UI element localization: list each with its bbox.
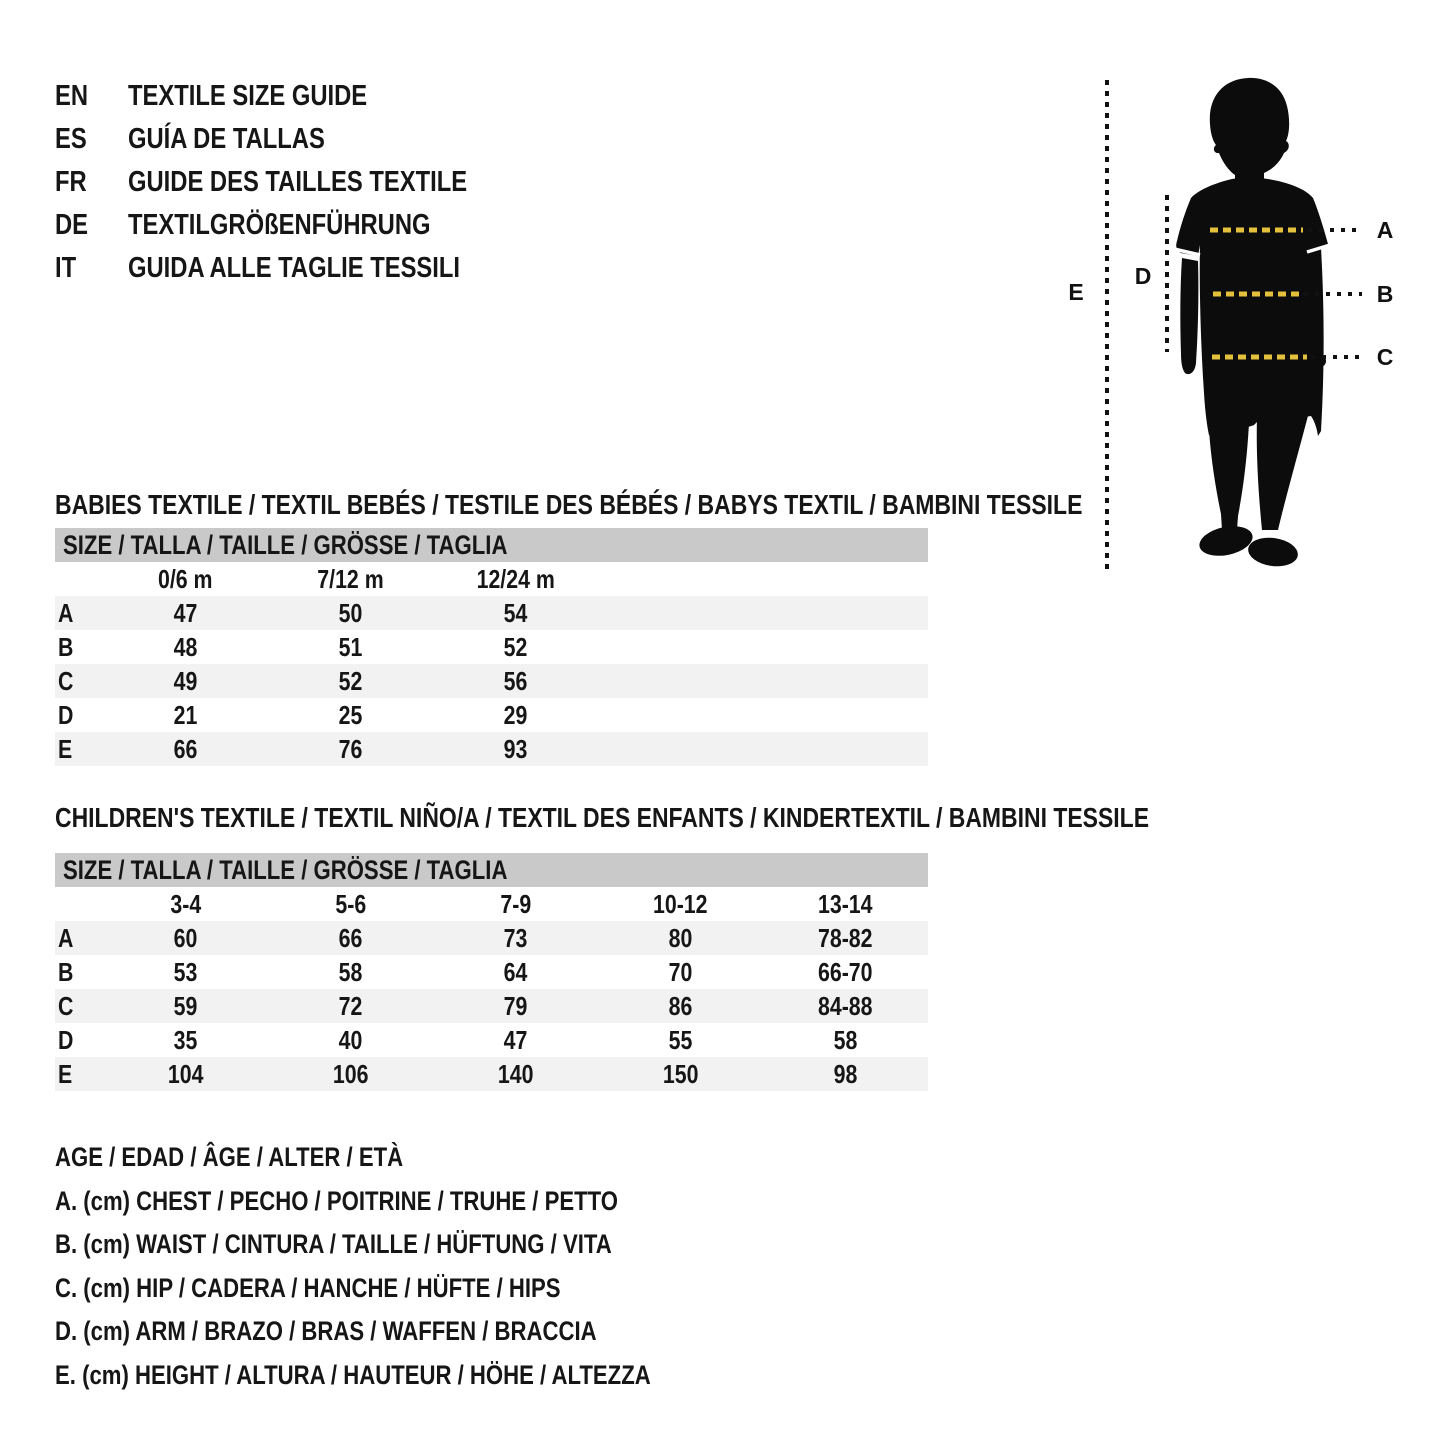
table-row: C 49 52 56	[55, 664, 928, 698]
row-label: E	[58, 734, 73, 764]
babies-section-title: BABIES TEXTILE / TEXTIL BEBÉS / TESTILE DES BÉBÉS / BABYS TEXTIL / BAMBINI TESSILE	[55, 489, 1083, 520]
lang-row-en	[55, 75, 542, 118]
babies-size-table	[55, 528, 928, 766]
babies-col-12-24m: 12/24 m	[476, 564, 555, 594]
legend-chest: A. (cm) CHEST / PECHO / POITRINE / TRUHE / PETTO	[55, 1185, 618, 1216]
lang-title-fr: GUIDE DES TAILLES TEXTILE	[128, 166, 468, 198]
table-row: B 48 51 52	[58, 632, 528, 662]
babies-column-header-row	[55, 562, 928, 596]
row-label: A	[58, 923, 74, 953]
row-label: A	[58, 598, 74, 628]
lang-title-es: GUÍA DE TALLAS	[128, 123, 325, 155]
legend-arm: D. (cm) ARM / BRAZO / BRAS / WAFFEN / BRACCIA	[55, 1316, 597, 1346]
children-col-5-6: 5-6	[335, 889, 366, 919]
table-row: E 66 76 93	[55, 732, 928, 766]
children-col-13-14: 13-14	[818, 889, 873, 919]
marker-label-b: B	[1376, 281, 1394, 307]
children-col-3-4: 3-4	[170, 889, 201, 919]
table-row: B 53 58 64 70 66-70	[58, 957, 873, 987]
lang-title-en: TEXTILE SIZE GUIDE	[128, 80, 368, 112]
table-row: A 47 50 54	[55, 596, 928, 630]
table-row: C 59 72 79 86 84-88	[55, 989, 928, 1023]
legend-hip: C. (cm) HIP / CADERA / HANCHE / HÜFTE / HIPS	[55, 1272, 561, 1303]
lang-code-de: DE	[55, 209, 89, 241]
lang-title-it: GUIDA ALLE TAGLIE TESSILI	[128, 252, 461, 284]
row-label: D	[58, 1025, 74, 1055]
row-label: B	[58, 632, 74, 662]
table-row: A 60 66 73 80 78-82	[55, 921, 928, 955]
children-size-table	[55, 853, 928, 1091]
children-column-header-row	[55, 887, 928, 921]
lang-code-es: ES	[55, 123, 87, 155]
table-row: D 35 40 47 55 58	[58, 1025, 858, 1055]
babies-col-7-12m: 7/12 m	[317, 564, 384, 594]
children-col-10-12: 10-12	[653, 889, 708, 919]
children-section-title: CHILDREN'S TEXTILE / TEXTIL NIÑO/A / TEXTIL DES ENFANTS / KINDERTEXTIL / BAMBINI TESSILE	[55, 802, 1150, 833]
lang-row-es	[55, 118, 542, 161]
lang-code-fr: FR	[55, 166, 87, 198]
marker-label-a: A	[1376, 217, 1394, 243]
lang-code-it: IT	[55, 252, 77, 284]
row-label: C	[58, 991, 74, 1021]
legend-waist: B. (cm) WAIST / CINTURA / TAILLE / HÜFTUNG / VITA	[55, 1229, 612, 1259]
lang-code-en: EN	[55, 80, 89, 112]
children-col-7-9: 7-9	[500, 889, 531, 919]
row-label: B	[58, 957, 74, 987]
marker-label-c: C	[1376, 344, 1394, 370]
measurement-legend	[55, 1136, 781, 1397]
table-row: D 21 25 29	[58, 700, 528, 730]
babies-size-header-bar: SIZE / TALLA / TAILLE / GRÖSSE / TAGLIA	[55, 528, 928, 562]
children-size-header-bar: SIZE / TALLA / TAILLE / GRÖSSE / TAGLIA	[55, 853, 928, 887]
lang-row-de	[55, 204, 542, 247]
legend-height: E. (cm) HEIGHT / ALTURA / HAUTEUR / HÖHE / ALTEZZA	[55, 1359, 651, 1390]
table-row: E 104 106 140 150 98	[55, 1057, 928, 1091]
row-label: D	[58, 700, 74, 730]
lang-row-it	[55, 247, 542, 290]
babies-col-0-6m: 0/6 m	[158, 564, 213, 594]
lang-row-fr	[55, 161, 542, 204]
marker-label-d: D	[1134, 263, 1152, 289]
row-label: E	[58, 1059, 73, 1089]
language-header	[55, 75, 542, 290]
marker-label-e: E	[1068, 279, 1084, 305]
legend-age: AGE / EDAD / ÂGE / ALTER / ETÀ	[55, 1142, 404, 1172]
row-label: C	[58, 666, 74, 696]
lang-title-de: TEXTILGRÖßENFÜHRUNG	[128, 209, 431, 241]
